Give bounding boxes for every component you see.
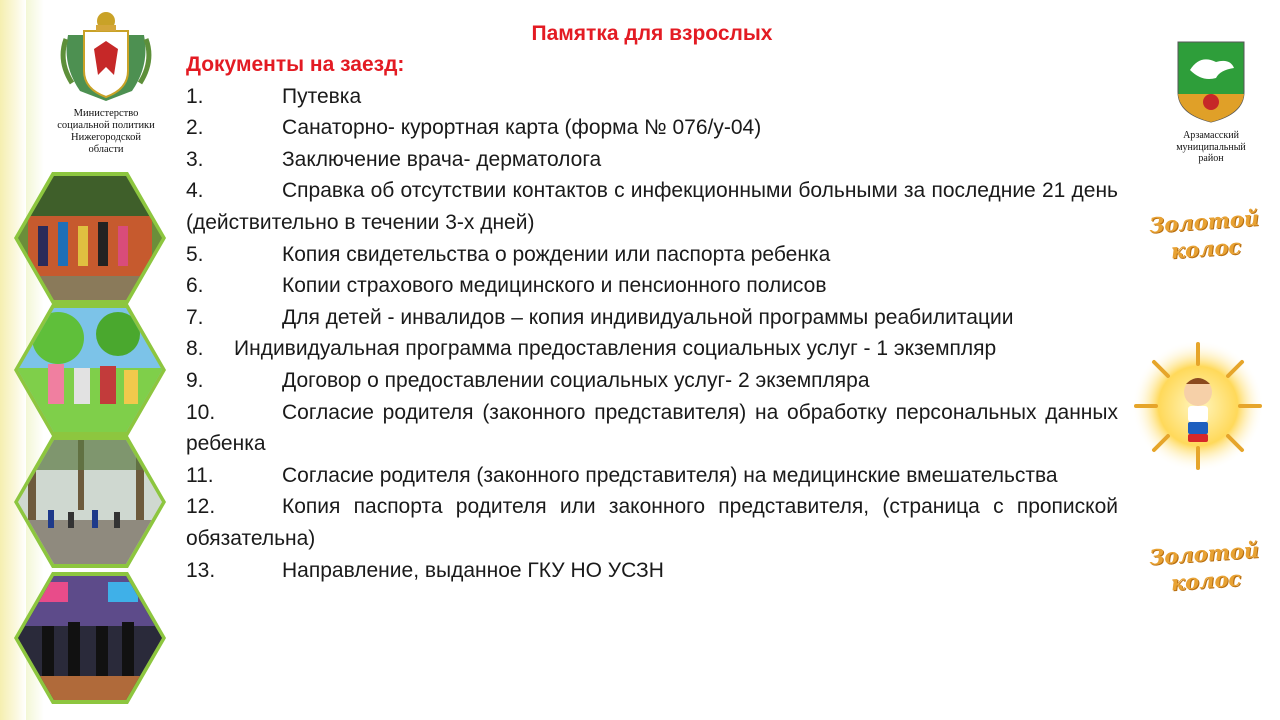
brand-line: Золотой xyxy=(1148,205,1260,238)
brand-line: Золотой xyxy=(1148,537,1260,570)
list-item-text: Договор о предоставлении социальных услуг- 2 экземпляра xyxy=(282,368,870,392)
list-item-number: 2. xyxy=(186,116,204,140)
document-list-item xyxy=(186,175,1118,238)
list-item-text: Копия паспорта родителя или законного представителя, (страница с пропиской обязательна) xyxy=(186,495,1118,550)
list-item-text: Индивидуальная программа предоставления социальных услуг - 1 экземпляр xyxy=(234,337,997,361)
list-item-text: Направление, выданное ГКУ НО УСЗН xyxy=(282,558,664,582)
documents-list xyxy=(186,81,1118,587)
list-item-number: 6. xyxy=(186,274,204,298)
list-item-number: 7. xyxy=(186,305,204,329)
document-list-item xyxy=(186,302,1118,334)
list-item-number: 1. xyxy=(186,84,204,108)
document-list-item xyxy=(186,397,1118,460)
document-list-item xyxy=(186,365,1118,397)
left-org-line: социальной политики xyxy=(57,120,155,131)
sun-mascot-illustration xyxy=(1130,338,1266,474)
section-heading: Документы на заезд: xyxy=(186,53,405,76)
left-org-line: области xyxy=(88,144,124,155)
right-org-line: Арзамасский xyxy=(1183,130,1239,141)
list-item-text: Путевка xyxy=(282,84,362,108)
memo-content xyxy=(186,18,1118,586)
document-list-item xyxy=(186,112,1118,144)
list-item-text: Заключение врача- дерматолога xyxy=(282,147,602,171)
right-org-name xyxy=(1150,130,1272,165)
document-list-item xyxy=(186,555,1118,587)
list-item-number: 9. xyxy=(186,368,204,392)
list-item-text: Согласие родителя (законного представителя) на обработку персональных данных ребенка xyxy=(186,400,1118,456)
document-list-item xyxy=(186,144,1118,176)
list-item-number: 12. xyxy=(186,495,216,519)
brand-logo-zolotoy-kolos-2 xyxy=(1138,536,1271,599)
left-org-line: Министерство xyxy=(73,108,139,119)
regional-coat-of-arms-logo xyxy=(58,5,154,105)
list-item-number: 5. xyxy=(186,242,204,266)
list-item-text: Копия свидетельства о рождении или паспорта ребенка xyxy=(282,242,831,266)
document-list-item xyxy=(186,81,1118,113)
right-org-line: муниципальный xyxy=(1176,141,1246,153)
document-list-item xyxy=(186,460,1118,492)
document-list-item xyxy=(186,333,1118,365)
list-item-number: 3. xyxy=(186,147,204,171)
document-list-item xyxy=(186,239,1118,271)
list-item-text: Санаторно- курортная карта (форма № 076/у-04) xyxy=(282,116,762,140)
list-item-number: 4. xyxy=(186,179,204,203)
list-item-number: 11. xyxy=(186,463,214,487)
left-org-name xyxy=(38,108,174,156)
list-item-number: 10. xyxy=(186,400,216,424)
page-title: Памятка для взрослых xyxy=(531,22,773,45)
document-list-item xyxy=(186,270,1118,302)
right-org-line: район xyxy=(1198,153,1224,164)
list-item-number: 13. xyxy=(186,558,216,582)
document-list-item xyxy=(186,491,1118,554)
left-org-line: Нижегородской xyxy=(71,132,141,143)
list-item-text: Согласие родителя (законного представителя) на медицинские вмешательства xyxy=(282,463,1058,487)
brand-line: колос xyxy=(1169,565,1242,596)
list-item-number: 8. xyxy=(186,337,204,361)
list-item-text: Для детей - инвалидов – копия индивидуальной программы реабилитации xyxy=(282,305,1014,329)
brand-line: колос xyxy=(1169,233,1242,264)
district-coat-of-arms-logo xyxy=(1176,40,1246,124)
list-item-text: Справка об отсутствии контактов с инфекционными больными за последние 21 день (действительно в течении 3-х дней) xyxy=(186,179,1118,234)
brand-logo-zolotoy-kolos xyxy=(1138,204,1271,267)
list-item-text: Копии страхового медицинского и пенсионного полисов xyxy=(282,274,827,298)
